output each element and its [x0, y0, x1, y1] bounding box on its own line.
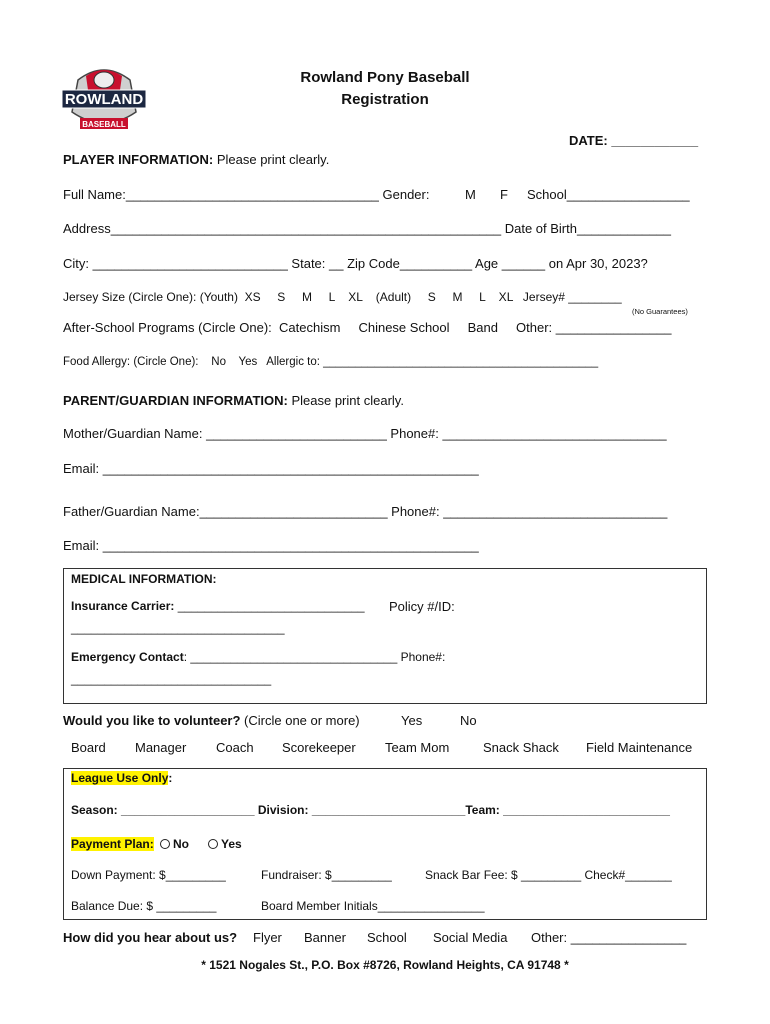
role-scorekeeper[interactable]: Scorekeeper — [282, 740, 356, 755]
role-manager[interactable]: Manager — [135, 740, 187, 755]
player-info-heading — [63, 153, 329, 166]
payment-yes-label: Yes — [221, 837, 242, 851]
player-heading-bold: PLAYER INFORMATION: — [63, 152, 214, 167]
insurance-line: ____________________________ — [174, 599, 365, 613]
snack-bar-check-field[interactable]: Snack Bar Fee: $ _________ Check#_______ — [425, 868, 672, 882]
parent-heading-rest: Please print clearly. — [287, 393, 404, 408]
volunteer-question — [63, 714, 360, 727]
balance-due-field[interactable]: Balance Due: $ _________ — [71, 899, 217, 913]
hear-option-school[interactable]: School — [367, 930, 407, 945]
hear-option-other[interactable]: Other: ________________ — [531, 930, 687, 945]
no-guarantees-note: (No Guarantees) — [632, 307, 688, 316]
date-field[interactable]: DATE: ____________ — [569, 133, 699, 148]
player-heading-rest: Please print clearly. — [213, 152, 330, 167]
logo-sub: BASEBALL — [82, 120, 126, 129]
form-subtitle: Registration — [341, 91, 429, 108]
mother-guardian-field[interactable]: Mother/Guardian Name: _________________________ Phone#: _______________________________ — [63, 426, 667, 441]
full-name-field[interactable]: Full Name:___________________________________ Gender: — [63, 187, 430, 202]
gender-f-option[interactable]: F — [500, 187, 508, 202]
emergency-line: : _______________________________ Phone#: — [183, 650, 446, 664]
league-use-label: League Use Only — [71, 771, 169, 785]
emergency-label: Emergency Contact — [71, 650, 184, 664]
payment-plan-text: Payment Plan: — [71, 837, 154, 851]
parent-info-heading — [63, 394, 404, 407]
volunteer-no-option[interactable]: No — [460, 713, 477, 728]
father-guardian-field[interactable]: Father/Guardian Name:__________________________ Phone#: _______________________________ — [63, 504, 668, 519]
food-allergy-field[interactable]: Food Allergy: (Circle One): No Yes Allergic to: ___________________________________________ — [63, 356, 599, 368]
hear-option-social-media[interactable]: Social Media — [433, 930, 508, 945]
role-coach[interactable]: Coach — [216, 740, 254, 755]
city-state-zip-age-field[interactable]: City: ___________________________ State: __ Zip Code__________ Age ______ on Apr 30, 2023? — [63, 256, 648, 271]
league-use-colon: : — [168, 771, 173, 785]
jersey-size-options[interactable]: Jersey Size (Circle One): (Youth) XS S M L XL (Adult) S M L XL Jersey# ________ — [63, 290, 622, 304]
policy-id-field[interactable]: Policy #/ID: — [389, 599, 455, 614]
role-team-mom[interactable]: Team Mom — [385, 740, 450, 755]
emergency-phone-line[interactable]: ______________________________ — [71, 672, 272, 686]
insurance-carrier-field[interactable] — [71, 600, 365, 612]
hear-option-banner[interactable]: Banner — [304, 930, 346, 945]
radio-icon — [208, 839, 218, 849]
down-payment-field[interactable]: Down Payment: $_________ — [71, 868, 226, 882]
payment-plan-yes-radio[interactable] — [208, 838, 242, 850]
form-title: Rowland Pony Baseball — [300, 69, 470, 86]
email-field-2[interactable]: Email: ____________________________________________________ — [63, 538, 479, 553]
role-board[interactable]: Board — [71, 740, 106, 755]
volunteer-question-bold: Would you like to volunteer? — [63, 713, 241, 728]
payment-plan-no-radio[interactable] — [160, 838, 189, 850]
season-division-team-field[interactable]: Season: ____________________ Division: _______________________Team: _________________________ — [71, 803, 670, 817]
logo-name: ROWLAND — [64, 91, 144, 108]
address-dob-field[interactable]: Address______________________________________________________ Date of Birth_____________ — [63, 221, 671, 236]
radio-icon — [160, 839, 170, 849]
role-snack-shack[interactable]: Snack Shack — [483, 740, 559, 755]
emergency-contact-field[interactable] — [71, 651, 445, 663]
policy-line[interactable]: ________________________________ — [71, 621, 285, 635]
volunteer-yes-option[interactable]: Yes — [401, 713, 423, 728]
payment-no-label: No — [173, 837, 189, 851]
email-field-1[interactable]: Email: ____________________________________________________ — [63, 461, 479, 476]
gender-m-option[interactable]: M — [465, 187, 476, 202]
afterschool-programs-options[interactable]: After-School Programs (Circle One): Catechism Chinese School Band Other: ________________ — [63, 320, 672, 335]
fundraiser-field[interactable]: Fundraiser: $_________ — [261, 868, 392, 882]
payment-plan-label — [71, 838, 154, 850]
league-use-heading — [71, 772, 172, 784]
insurance-label: Insurance Carrier: — [71, 599, 175, 613]
hear-about-question: How did you hear about us? — [63, 930, 238, 945]
board-initials-field[interactable]: Board Member Initials________________ — [261, 899, 485, 913]
hear-option-flyer[interactable]: Flyer — [253, 930, 282, 945]
role-field-maintenance[interactable]: Field Maintenance — [586, 740, 693, 755]
footer-address: * 1521 Nogales St., P.O. Box #8726, Rowland Heights, CA 91748 * — [201, 958, 569, 972]
volunteer-question-rest: (Circle one or more) — [240, 713, 360, 728]
school-field[interactable]: School_________________ — [527, 187, 690, 202]
parent-heading-bold: PARENT/GUARDIAN INFORMATION: — [63, 393, 288, 408]
medical-heading: MEDICAL INFORMATION: — [71, 572, 217, 586]
